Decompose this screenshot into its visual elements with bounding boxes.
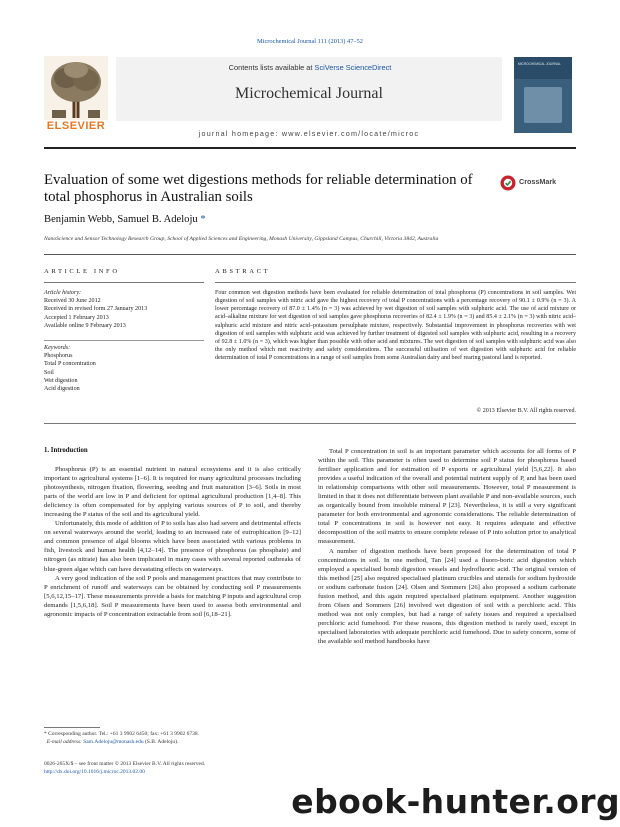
crossmark-badge[interactable] (500, 175, 576, 191)
history-item: Available online 9 February 2013 (44, 322, 126, 329)
footnote-email-line (44, 738, 301, 746)
cover-title: MICROCHEMICAL JOURNAL (518, 62, 561, 66)
crossmark-label: CrossMark (519, 177, 557, 186)
body-paragraph: A number of digestion methods have been proposed for the determination of total P concentrations in soil. In one method, Tan [24] used a fluoro-boric acid digestion which employed a specialised bomb digestion vessels and hydrofluoric acid. The original version of this method [25] also required specialised platinum crucibles and utensils for sodium hydroxide or sodium carbonate fusion [24]. Olsen and Sommers [26] also proposed a sodium carbonate fusion method, and this again required specialised platinum equipment. Another suggestion from Olsen and Sommers [26] involved wet digestion of soil with a perchloric acid. This method was not only complex, but had a range of safety issues and required a specialised perchloric acid fumehood. For these reasons, this digestion method is rarely used, except in specialised laboratories with adequate perchloric acid fumehood. Due to safety concern, some of the available soil method handbooks have (318, 547, 576, 645)
abstract-heading: ABSTRACT (215, 268, 271, 275)
cover-band (514, 57, 572, 79)
elsevier-wordmark: ELSEVIER (46, 120, 106, 132)
footnote-mark: * (44, 731, 47, 737)
header-rule (44, 147, 576, 149)
body-paragraph: Unfortunately, this mode of addition of P to soils has also had severe and detrimental effects on several waterways around the world, leading to an increased rate of eutrophication [9–12] and common presence of algal blooms which have been associated with various problems in fish, livestock and human health [4,12–14]. The presence of phosphorus (as phosphate) and nitrogen (as nitrate) has also been implicated in many cases with several reported outbreaks of blue-green algae which can have devastating effects on waterways. (44, 520, 301, 573)
history-item: Received 30 June 2012 (44, 298, 101, 305)
history-item: Received in revised form 27 January 2013 (44, 306, 148, 313)
cover-image (524, 87, 562, 123)
email-label: E-mail address: (46, 739, 82, 746)
article-title: Evaluation of some wet digestions methods for reliable determination of total phosphorus in Australian soils (44, 172, 473, 205)
footnote (44, 730, 301, 747)
keyword: Phosphorus (44, 353, 73, 360)
journal-homepage[interactable]: journal homepage: www.elsevier.com/locate/microc (198, 129, 420, 138)
keyword: Wet digestion (44, 377, 78, 384)
keyword: Soil (44, 369, 54, 376)
author-names: Benjamin Webb, Samuel B. Adeloju (44, 214, 198, 225)
watermark: ebook-hunter.org (291, 782, 620, 821)
author-list (44, 214, 206, 225)
journal-name: Microchemical Journal (235, 85, 383, 102)
footnote-corresponding (44, 730, 301, 738)
crossmark-icon (500, 175, 516, 191)
page-footer (44, 760, 301, 777)
doi-link[interactable]: http://dx.doi.org/10.1016/j.microc.2013.02.00 (44, 769, 145, 776)
abstract-rule (215, 282, 576, 283)
contents-prefix: Contents lists available at (228, 63, 315, 72)
keyword: Acid digestion (44, 386, 80, 393)
footnote-rule (44, 727, 100, 728)
keywords (44, 344, 204, 393)
title-rule (44, 254, 576, 255)
history-label: Article history: (44, 290, 82, 296)
email-suffix: (S.B. Adeloju). (144, 739, 179, 746)
article-history (44, 289, 204, 330)
email-link[interactable]: Sam.Adeloju@monash.edu (83, 739, 144, 746)
keyword: Total P concentration (44, 361, 96, 368)
history-item: Accepted 1 February 2013 (44, 314, 109, 321)
section-heading-introduction: 1. Introduction (44, 447, 88, 454)
keywords-rule (44, 340, 204, 341)
footnote-text: Corresponding author. Tel.: +61 3 9902 6450; fax: +61 3 9902 6738. (48, 731, 199, 737)
abstract-text: Four common wet digestion methods have been evaluated for reliable determination of total phosphorus (P) concentrations in soil samples. Wet digestion of soil samples with nitric acid gave the highest recovery of total P concentrations with a percentage recovery of 90.1 ± 0.9% (n = 3). A lower percentage recovery of 87.0 ± 1.4% (n = 3) was achieved by wet digestion of soil samples with sulphuric acid. The use of acid mixture or acid–alkaline mixture for wet digestion of soil samples gave phosphorus recoveries of 82.4 ± 1.9% (n = 3) and 85.4 ± 2.1% (n = 3) with nitric acid–sulphuric acid mixture and nitric acid–potassium persulphate mixture, respectively. Substantial improvement in phosphorus recoveries with wet digestion of soil samples with sulphuric acid was achieved by further treatment of digested soil samples with sulphuric acid, resulting in a recovery of 92.8 ± 1.0% (n = 3), which was higher than possible with other acid and mixtures. The wet digestion of soil samples with sulphuric acid was also the only method which met reactivity and safety considerations. The successful utilisation of wet digestion with sulphuric acid for reliable determination of total P concentrations in a range of soil samples from some Australian dairy and beef rearing pastoral land is reported. (215, 290, 576, 362)
issn-line: 0026-265X/$ – see front matter © 2013 Elsevier B.V. All rights reserved. (44, 761, 206, 767)
body-column-right (318, 447, 576, 646)
body-paragraph: Phosphorus (P) is an essential nutrient in natural ecosystems and it is also critically important to agricultural systems [1–6]. It is required for many agricultural processes including photosynthesis, nitrogen fixation, flowering, seeding and fruit maturation [3–6]. Soils in most parts of the world are low in P and deficient for optimal agricultural production [1,4–8]. This deficiency is often compensated for by applying various sources of P to soil, and thereby increasing the P status of the soil and its agricultural yield. (44, 466, 301, 519)
abstract-end-rule (44, 423, 576, 424)
article-info-rule (44, 282, 204, 283)
corresponding-author-mark[interactable]: * (200, 214, 206, 225)
body-column-left (44, 465, 301, 619)
keywords-label: Keywords: (44, 345, 71, 351)
copyright-notice: © 2013 Elsevier B.V. All rights reserved. (476, 408, 576, 414)
journal-cover-thumbnail[interactable] (514, 57, 572, 133)
body-paragraph: A very good indication of the soil P pools and management practices that may contribute to P enrichment of runoff and waterways can be obtained by conducting soil P measurements [5,6,12,15–17]. These measurements provide a basis for matching P inputs and agricultural crop demands [1,5,6,18]. Soil P measurements have been used to assess both environmental and agronomic impacts of P concentration extractable from soil [6,18–21]. (44, 574, 301, 618)
journal-reference[interactable]: Microchemical Journal 111 (2013) 47–52 (256, 38, 363, 45)
body-paragraph: Total P concentration in soil is an important parameter which accounts for all forms of P within the soil. This parameter is often used to determine soil P status for phosphorus based fertiliser application and for estimation of P exports or agricultural yield [5,6,22]. It also provides a useful indication of the overall and potential nutrient supply of P, and has been used in relationship comparisons with other soil measurements. However, total P measurement is limited in that it does not differentiate between plant available P and non-available sources, such as organically bound from insoluble mineral P [23]. Nevertheless, it is still a very significant parameter for both environmental and agronomic considerations. The reliable determination of total P concentrations in soil is however not easy. It requires adequate and effective decomposition of the soil matrix to ensure complete release of P into solution prior to analytical measurement. (318, 448, 576, 546)
article-info-heading: ARTICLE INFO (44, 268, 120, 275)
sciencedirect-link[interactable]: SciVerse ScienceDirect (314, 63, 392, 72)
elsevier-tree-logo (44, 56, 108, 128)
author-affiliation: NanoScience and Sensor Technology Research Group, School of Applied Sciences and Engineering, Monash University, Gippsland Campus, Churchill, Victoria 3842, Australia (44, 236, 439, 242)
